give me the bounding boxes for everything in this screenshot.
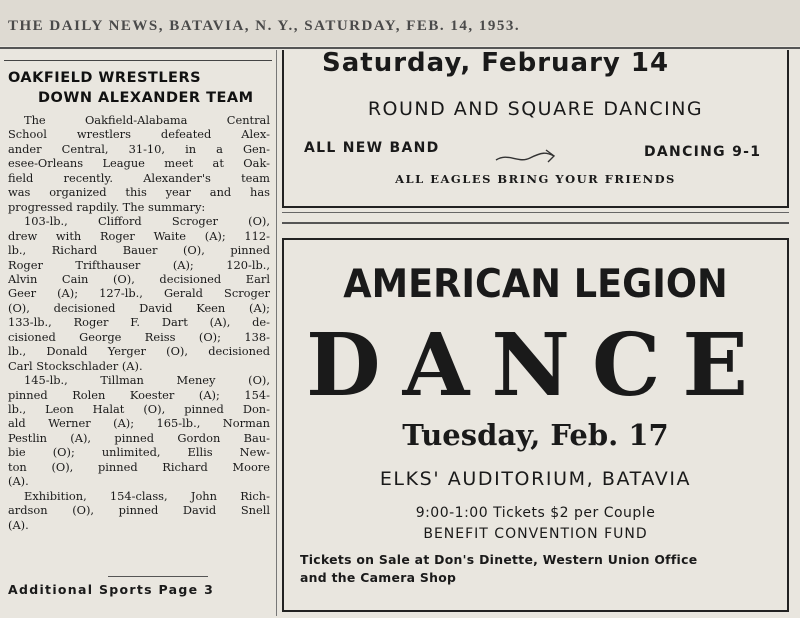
ad-separator-rule-heavy: [282, 222, 789, 224]
legion-ad-ticket-outlets-line2: and the Camera Shop: [300, 570, 457, 585]
article-line: Pestlin (A), pinned Gordon Bau-: [8, 430, 270, 445]
article-line: cisioned George Reiss (O); 138-: [8, 329, 270, 344]
legion-ad-title: AMERICAN LEGION: [343, 262, 728, 307]
article-line: 103-lb., Clifford Scroger (O),: [24, 214, 270, 229]
eagles-dance-ad: [282, 50, 789, 208]
eagles-ad-tagline: ALL EAGLES BRING YOUR FRIENDS: [395, 172, 676, 186]
eagles-ad-band: ALL NEW BAND: [304, 140, 440, 156]
additional-sports-note: Additional Sports Page 3: [8, 582, 215, 597]
article-line: ald Werner (A); 165-lb., Norman: [8, 416, 270, 431]
legion-ad-venue: ELKS' AUDITORIUM, BATAVIA: [379, 468, 692, 490]
article-line: The Oakfield-Alabama Central: [24, 113, 270, 127]
legion-ad-date: Tuesday, Feb. 17: [402, 418, 669, 452]
article-line: was organized this year and has: [8, 185, 270, 200]
article-line: 133-lb., Roger F. Dart (A), de-: [8, 315, 270, 330]
article-line: bie (O); unlimited, Ellis New-: [8, 445, 270, 460]
article-end-rule: [108, 576, 208, 577]
article-line: 145-lb., Tillman Meney (O),: [24, 373, 270, 388]
article-line: esee-Orleans League meet at Oak-: [8, 156, 270, 171]
legion-ad-dance-heading: DANCE: [306, 315, 770, 416]
article-line: (A).: [8, 474, 29, 489]
flourish-ornament: [494, 146, 564, 168]
article-line: School wrestlers defeated Alex-: [8, 127, 270, 142]
article-line: Geer (A); 127-lb., Gerald Scroger: [8, 286, 270, 301]
article-line: Roger Trifthauser (A); 120-lb.,: [8, 257, 270, 272]
article-line: (A).: [8, 517, 29, 532]
article-line: Alvin Cain (O), decisioned Earl: [8, 271, 270, 286]
article-line: progressed rapdily. The summary:: [8, 199, 206, 214]
article-line: ardson (O), pinned David Snell: [8, 503, 270, 518]
article-line: Carl Stockschlader (A).: [8, 358, 143, 373]
article-line: lb., Leon Halat (O), pinned Don-: [8, 402, 270, 416]
column-divider: [276, 50, 277, 616]
ad-separator-rule: [282, 212, 789, 213]
eagles-ad-subtitle: ROUND AND SQUARE DANCING: [367, 98, 704, 120]
article-line: drew with Roger Waite (A); 112-: [8, 228, 270, 243]
article-line: ton (O), pinned Richard Moore: [8, 459, 270, 474]
article-line: field recently. Alexander's team: [8, 170, 270, 185]
american-legion-dance-ad: [282, 238, 789, 612]
legion-ad-time-tickets: 9:00-1:00 Tickets $2 per Couple: [415, 505, 656, 521]
masthead-text: THE DAILY NEWS, BATAVIA, N. Y., SATURDAY, FEB. 14, 1953.: [8, 18, 521, 34]
article-line: Exhibition, 154-class, John Rich-: [24, 488, 270, 503]
legion-ad-ticket-outlets-line1: Tickets on Sale at Don's Dinette, Western Union Office: [300, 552, 698, 567]
article-line: lb., Richard Bauer (O), pinned: [8, 243, 270, 258]
article-headline-line2: DOWN ALEXANDER TEAM: [38, 90, 254, 106]
article-line: (O), decisioned David Keen (A);: [8, 300, 270, 315]
masthead: [0, 0, 800, 46]
article-line: lb., Donald Yerger (O), decisioned: [8, 344, 270, 359]
article-top-rule: [4, 60, 272, 61]
article-line: pinned Rolen Koester (A); 154-: [8, 387, 270, 402]
wrestling-article: [4, 56, 272, 616]
article-headline-line1: OAKFIELD WRESTLERS: [8, 70, 202, 86]
legion-ad-fund: BENEFIT CONVENTION FUND: [423, 526, 648, 542]
eagles-ad-hours: DANCING 9-1: [644, 144, 762, 160]
eagles-ad-date: Saturday, February 14: [322, 48, 670, 78]
article-line: ander Central, 31-10, in a Gen-: [8, 141, 270, 156]
